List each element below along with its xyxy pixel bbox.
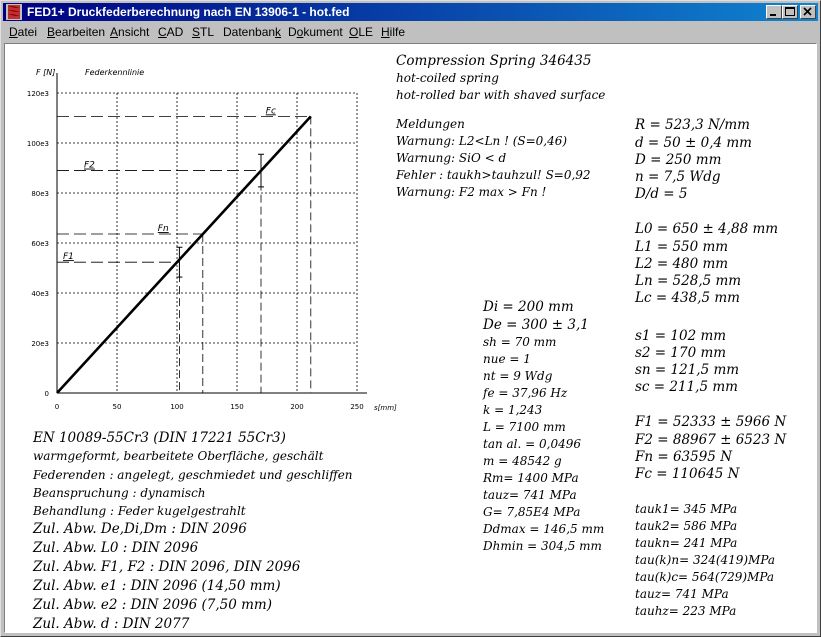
menu-ole[interactable]: OLE [349,25,374,39]
y-tick-label: 60e3 [31,240,49,248]
marker-label: F2 [84,160,95,171]
message-item: Fehler : taukh>tauhzul! S=0,92 [396,168,591,182]
chart-ylabel: F [N] [36,68,56,77]
menu-bearbeiten[interactable]: Bearbeiten [47,25,106,39]
x-tick-label: 100 [170,403,184,411]
value-taukn: taukn= 241 MPa [635,536,738,550]
value-fe: fe = 37,96 Hz [483,386,568,400]
close-icon [801,6,815,18]
value-s2: s2 = 170 mm [635,345,727,361]
value-tan-alpha: tan al. = 0,0496 [483,437,581,451]
value-di: Di = 200 mm [483,299,574,315]
value-fn: Fn = 63595 N [635,449,733,465]
title-bar[interactable] [3,3,818,21]
window-title: FED1+ Druckfederberechnung nach EN 13906-1 - hot.fed [27,5,350,19]
spring-type: hot-coiled spring [396,71,499,85]
menu-stl[interactable]: STL [192,25,215,39]
value-fc: Fc = 110645 N [635,466,740,482]
x-tick-label: 150 [230,403,244,411]
x-tick-label: 250 [350,403,364,411]
menu-hilfe[interactable]: Hilfe [381,25,406,39]
value-lc: Lc = 438,5 mm [635,290,740,306]
chart-title: Federkennlinie [85,68,145,77]
message-item: Warnung: F2 max > Fn ! [396,185,547,199]
marker-label: Fn [157,224,169,235]
y-tick-label: 120e3 [26,90,49,98]
spring-ends: Federenden : angelegt, geschmiedet und geschliffen [33,468,353,482]
spring-title: Compression Spring 346435 [396,53,592,69]
message-item: Warnung: SiO < d [396,151,507,165]
tolerance-e1: Zul. Abw. e1 : DIN 2096 (14,50 mm) [33,578,281,594]
document-canvas [4,43,817,633]
menu-bar [3,22,818,42]
value-s1: s1 = 102 mm [635,328,727,344]
messages-title: Meldungen [396,117,465,131]
menu-datei[interactable]: Datei [9,25,38,39]
value-wire-diameter: d = 50 ± 0,4 mm [635,135,752,151]
value-tau-kc: tau(k)c= 564(729)MPa [635,570,775,584]
minimize-button[interactable] [766,5,782,19]
tolerance-e2: Zul. Abw. e2 : DIN 2096 (7,50 mm) [33,597,273,613]
value-active-coils: n = 7,5 Wdg [635,169,721,185]
menu-cad[interactable]: CAD [158,25,184,39]
value-tauz: tauz= 741 MPa [483,488,577,502]
value-tauk1: tauk1= 345 MPa [635,502,738,516]
menu-datenbank[interactable]: Datenbank [223,25,282,39]
y-tick-label: 80e3 [31,190,49,198]
value-sc: sc = 211,5 mm [635,379,738,395]
tolerance-l0: Zul. Abw. L0 : DIN 2096 [33,540,199,556]
characteristic-line [57,116,311,393]
value-l0: L0 = 650 ± 4,88 mm [635,221,779,237]
value-sn: sn = 121,5 mm [635,362,740,378]
value-spring-index: D/d = 5 [635,186,688,202]
value-g: G= 7,85E4 MPa [483,505,581,519]
spring-app-icon[interactable] [6,4,22,20]
value-sh: sh = 70 mm [483,335,557,349]
value-tauz-right: tauz= 741 MPa [635,587,729,601]
value-rm: Rm= 1400 MPa [483,471,579,485]
bar-type: hot-rolled bar with shaved surface [396,88,606,102]
value-rate: R = 523,3 N/mm [635,117,750,133]
tolerance-d: Zul. Abw. d : DIN 2077 [33,616,190,632]
chart-xlabel: s[mm] [374,404,397,412]
minimize-icon [767,6,781,18]
value-ln: Ln = 528,5 mm [635,273,742,289]
value-l: L = 7100 mm [483,420,566,434]
menu-ansicht[interactable]: Ansicht [110,25,150,39]
treatment: Behandlung : Feder kugelgestrahlt [33,504,246,518]
y-tick-label: 40e3 [31,290,49,298]
marker-label: F1 [63,252,74,263]
x-tick-label: 50 [112,403,122,411]
material-grade: EN 10089-55Cr3 (DIN 17221 55Cr3) [33,430,286,446]
value-nt: nt = 9 Wdg [483,369,553,383]
value-f2: F2 = 88967 ± 6523 N [635,432,787,448]
y-tick-label: 20e3 [31,340,49,348]
value-l1: L1 = 550 mm [635,239,729,255]
close-button[interactable] [800,5,816,19]
value-f1: F1 = 52333 ± 5966 N [635,414,787,430]
maximize-button[interactable] [782,5,798,19]
menu-dokument[interactable]: Dokument [288,25,343,39]
spring-characteristic-chart [5,44,405,424]
value-k: k = 1,243 [483,403,543,417]
value-dhmin: Dhmin = 304,5 mm [483,539,602,553]
loading-type: Beanspruchung : dynamisch [33,486,206,500]
tolerance-forces: Zul. Abw. F1, F2 : DIN 2096, DIN 2096 [33,559,301,575]
y-tick-label: 100e3 [26,140,49,148]
x-tick-label: 200 [290,403,304,411]
value-tau-kn: tau(k)n= 324(419)MPa [635,553,776,567]
tolerance-diameters: Zul. Abw. De,Di,Dm : DIN 2096 [33,521,247,537]
material-surface: warmgeformt, bearbeitete Oberfläche, geschält [33,449,324,463]
value-mean-diameter: D = 250 mm [635,152,722,168]
value-ddmax: Ddmax = 146,5 mm [483,522,605,536]
message-item: Warnung: L2<Ln ! (S=0,46) [396,134,568,148]
marker-label: Fc [265,106,276,117]
value-mass: m = 48542 g [483,454,562,468]
x-tick-label: 0 [54,403,60,411]
maximize-icon [783,6,797,18]
value-de: De = 300 ± 3,1 [483,317,589,333]
y-tick-label: 0 [44,390,49,398]
value-l2: L2 = 480 mm [635,256,729,272]
value-nue: nue = 1 [483,352,531,366]
value-tauhz: tauhz= 223 MPa [635,604,737,618]
value-tauk2: tauk2= 586 MPa [635,519,738,533]
